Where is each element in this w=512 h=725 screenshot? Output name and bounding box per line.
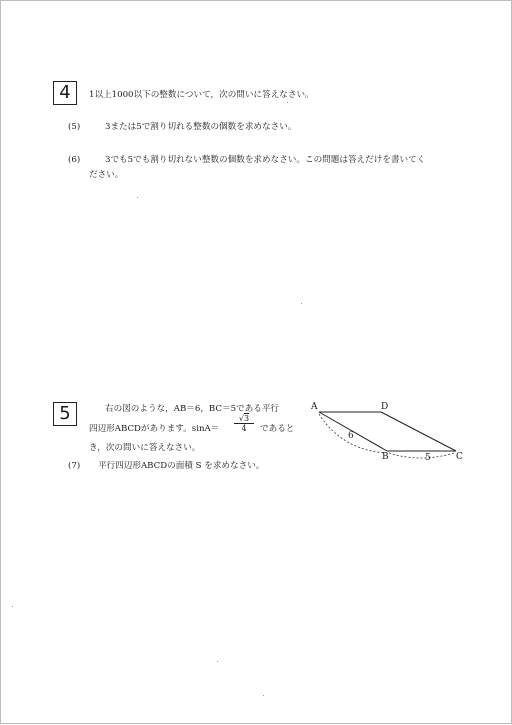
subquestion-6-text-line2: ださい。 xyxy=(89,170,124,180)
scan-speck xyxy=(12,606,13,607)
subquestion-7-number: (7) xyxy=(68,461,81,471)
question-5-stem-line2-end: であると xyxy=(260,424,295,434)
scan-speck xyxy=(217,661,218,662)
question-5-stem-line3: き，次の問いに答えなさい。 xyxy=(89,443,201,453)
scan-speck xyxy=(137,197,138,198)
subquestion-5-text: 3または5で割り切れる整数の個数を求めなさい。 xyxy=(105,122,297,132)
scan-speck xyxy=(263,695,264,696)
fraction-denominator: 4 xyxy=(234,423,254,433)
side-dc xyxy=(381,412,456,451)
subquestion-6-number: (6) xyxy=(68,155,81,165)
subquestion-7-text: 平行四辺形ABCDの面積 S を求めなさい。 xyxy=(98,461,265,471)
parallelogram-figure xyxy=(1,1,512,725)
vertex-c-label: C xyxy=(456,452,463,462)
sqrt-symbol: √ xyxy=(238,414,244,423)
vertex-b-label: B xyxy=(382,452,389,462)
length-bc-label: 5 xyxy=(425,453,431,463)
scan-speck xyxy=(287,102,288,103)
length-ab-label: 6 xyxy=(348,431,354,441)
sqrt-radicand: 3 xyxy=(244,414,250,423)
question-5-stem-line2: 四辺形ABCDがあります。sinA＝ xyxy=(89,424,220,434)
subquestion-6-text-line1: 3でも5でも割り切れない整数の個数を求めなさい。この問題は答えだけを書いてく xyxy=(105,155,426,165)
subquestion-5-number: (5) xyxy=(68,122,81,132)
question-4-number: 4 xyxy=(59,82,71,103)
vertex-d-label: D xyxy=(381,402,389,412)
arc-bc xyxy=(389,453,454,458)
question-5-stem-line1: 右の図のような，AB＝6，BC＝5である平行 xyxy=(105,404,280,414)
scan-speck xyxy=(301,303,302,304)
vertex-a-label: A xyxy=(311,402,318,412)
question-5-number: 5 xyxy=(59,403,71,424)
question-4-stem: 1以上1000以下の整数について，次の問いに答えなさい。 xyxy=(89,90,314,100)
